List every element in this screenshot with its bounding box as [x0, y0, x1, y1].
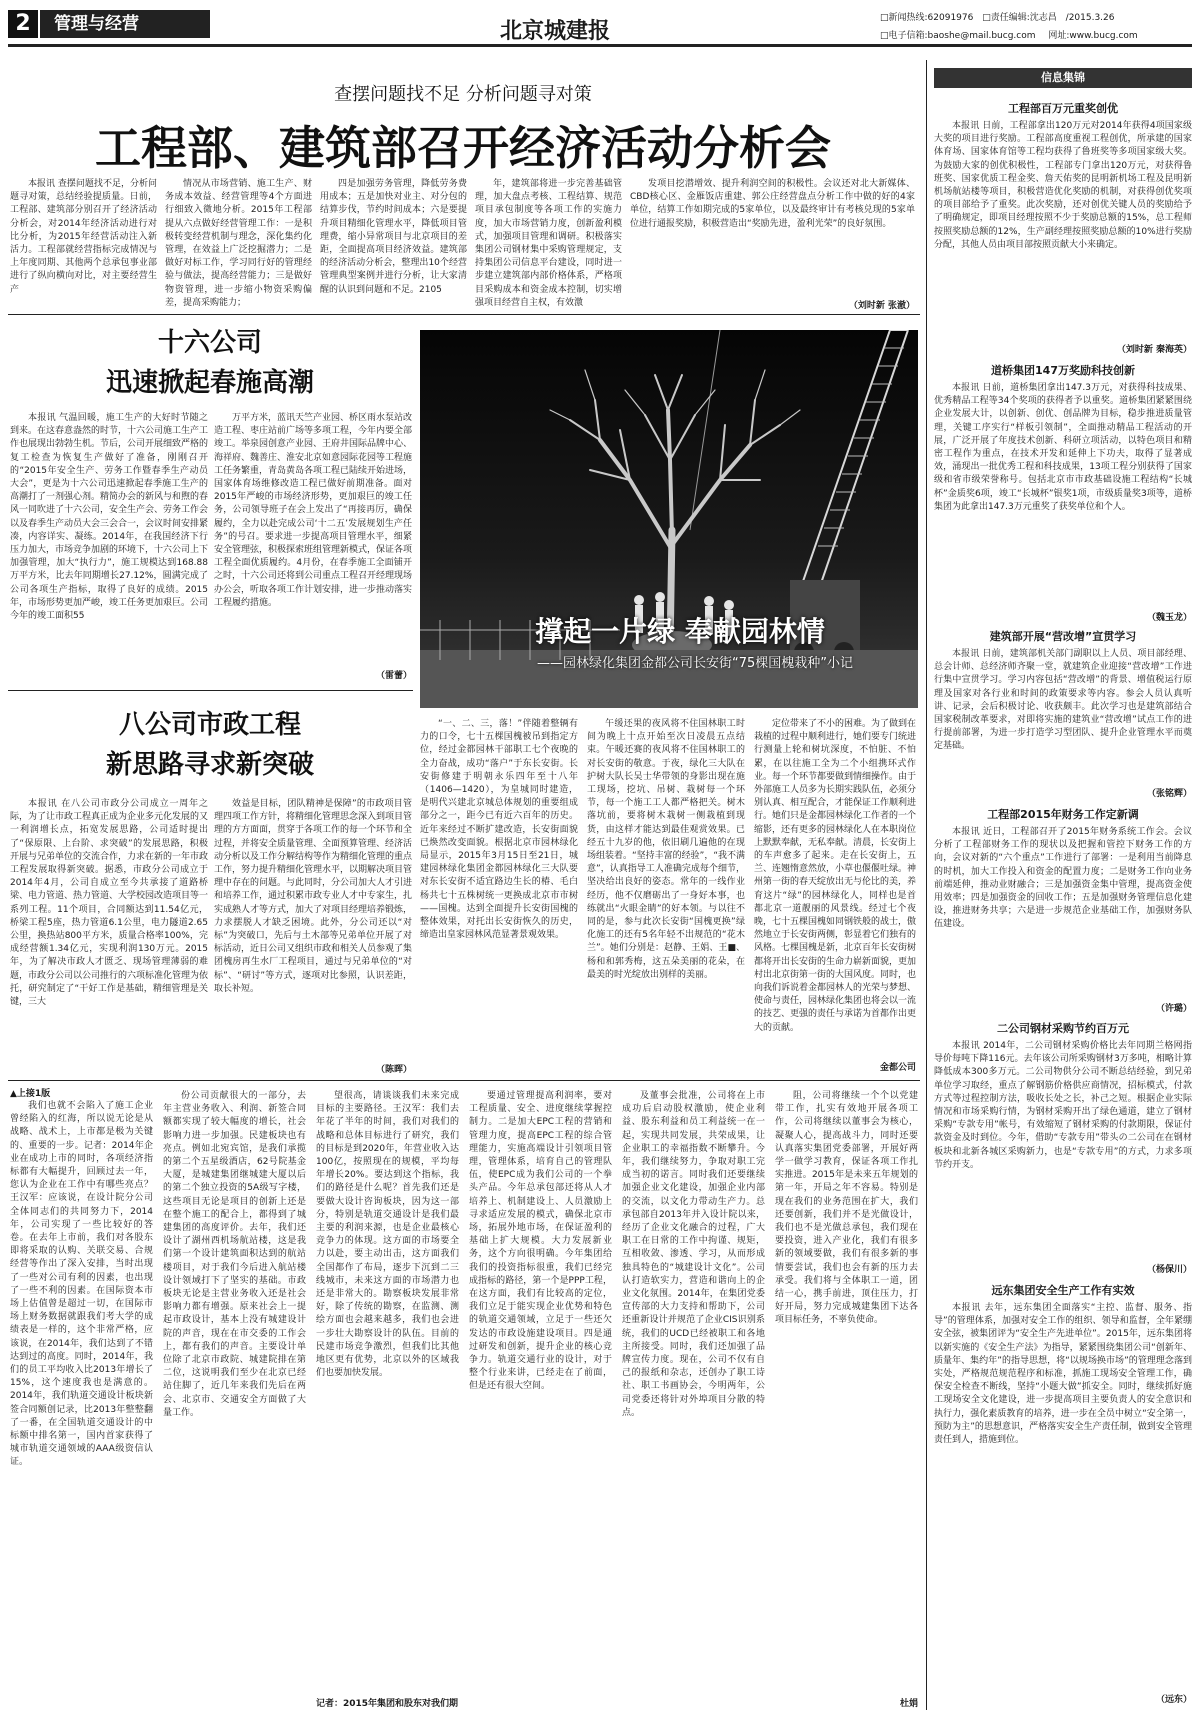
divider: [8, 690, 413, 691]
story16-headline-2: 迅速掀起春施高潮: [105, 368, 314, 398]
interview-col-4: 要通过管理提高利润率，要对工程质量、安全、进度继续掌握控制力。二是加大EPC工程的营销和管理力度，提高EPC工程的综合管理能力，实施高端设计引领项目管理，管理体系，培育自己的管理队伍，使EPC成为我们公司的一个拳头产品。今年总承包部还将从人才培养上、机制建设上、人员激励上寻求适应发展的模式，确保北京市场，拓展外地市场，在保证盈利的基础上扩大规模。大力发展新业务，这个方向很明确。今年集团给我们的投资指标很重，我们已经完成指标的路径，第一个是PPP工程，在这方面，我们有比较高的定位，我们立足于能实现企业优势和特色的轨道交通领域，立足于一些还欠发达的市政设施建设项目。四是通过研发和创新，提升企业的核心竞争力。轨道交通行业的设计，对于整个行业来讲，已经走在了前面，但是还有很大空间。: [469, 1091, 612, 1392]
continued-label: ▲上接1版: [10, 1089, 51, 1099]
brief-byline: （魏玉龙）: [1146, 613, 1192, 623]
story8-headline-1: 八公司市政工程: [118, 710, 301, 740]
brief-byline: （杨保川）: [1146, 1265, 1192, 1275]
story16-col-1: 本报讯 气温回暖，施工生产的大好时节随之到来。在这春意盎然的时节，十六公司施工生产工作也展现出勃勃生机。节后，公司开展细致严格的复工检查为恢复生产做好了准备，刚刚召开的“2015年安全生产、劳务工作暨春季生产动员大会”，更是为十六公司迅速掀起春季施工生产的高潮打了一剂强心剂。精简办会的新风与和煦的春风一同吹进了十六公司，安全生产会、劳务工作会以及春季生产动员大会三会合一，会议时间安排紧凑，内容详实、凝练。2014年，在我国经济下行压力加大，市场竞争加剧的环境下，十六公司上下加强管理，加大“执行力”，施工规模达到168.88万平方米，比去年同期增长27.12%，圆满完成了公司各项生产指标，取得了良好的成绩。2015年，市场形势更加严峻，竣工任务更加艰巨。公司今年的竣工面积55: [10, 413, 208, 622]
hotline: □新闻热线:62091976: [880, 13, 974, 23]
story8-col-2: 效益是目标，团队精神是保障”的市政项目管理四项工作方针，将精细化管理思念深入到项目管理的方方面面，贯穿于各项工作的每一个环节和全过程，并将安全质量管理、全面预算管理、经济活动分析以及工作分解结构等作为精细化管理的重点工作，努力提升精细化管理水平，以期解决项目管理中存在的问题。与此同时，分公司加大人才引进和培养工作，通过积累市政专业人才中专家生，扎实成熟人才等方式，加大了对项目经理培养锻炼，力求摆脱人才缺乏困境。此外，分公司还以“对标”为突破口，先后与土木部等兄弟单位开展了对标活动，近日公司又组织市政和相关人员参观了集团槐房再生水厂工程项目，通过与兄弟单位的“对标”、“研讨”等方式，逐项对比参照，认识差距，取长补短。: [214, 799, 412, 994]
brief-title: 工程部百万元重奖创优: [1008, 102, 1118, 115]
brief-text: 本报讯 2014年，二公司钢材采购价格比去年同期兰格网指导价每吨下降116元。去年该公司所采购钢材3万多吨，相略计算降低成本300多万元。二公司物供分公司不断总结经验，到兄弟单位学习取经，重点了解钢筋价格供应商情况，招标模式，付款方式等过程控制方法，吸收长处之长，补己之短。根据企业实际情况和市场采购行情，为钢材采购开出了绿色通道，建立了钢材采购“专款专用”帐号，有效缩短了钢材采购的付款期限，保证付款资金及时到位。今年，借助“专款专用”带头の二公司在在钢材板块和北新各城区采购新力，也是“专款专用”的方式，力求多项节约开支。: [934, 1041, 1192, 1170]
divider: [8, 1080, 920, 1081]
page-number: 2: [8, 10, 38, 38]
brief-byline: （张铭辉）: [1146, 789, 1192, 799]
story16-col-2: 万平方米，蓝讯天竺产业园、桥区雨水泵站改造工程、枣庄站前广场等多项工程，今年内要全部竣工。举泉园创意产业园、王府井国际品牌中心、海祥府、魏善庄、淮安北京如意园际花园等工程施工任务繁重，青岛黄岛各项工程已陆续开始进场，国家体育场维修改造工程已做好前期准备。面对2015年严峻的市场经济形势，更加艰巨的竣工任务，公司领导班子在会上发出了“再接再厉，确保履约，全力以赴完成公司‘十二五’发展规划生产任务”的号召。要求进一步提高项目管理水平，细紧安全管理弦，积极探索班组管理新模式，保证各项工程全面优质履约。4月份，在春季施工全面铺开之时，十六公司还将到公司重点工程召开经理现场办公会，听取各项工作计划安排，进一步推动落实工程履约措施。: [214, 413, 412, 608]
masthead-rule: [8, 44, 1192, 47]
editor: □责任编辑:沈志昌: [982, 13, 1057, 23]
email: □电子信箱:baoshe@mail.bucg.com: [880, 31, 1036, 41]
brief-title: 建筑部开展“营改增”宣贯学习: [989, 630, 1137, 643]
brief-byline: （刘时新 秦海英）: [1116, 345, 1192, 355]
brief-text: 本报讯 日前，道桥集团拿出147.3万元，对获得科技成果、优秀精品工程等34个奖项的获得者予以重奖。道桥集团紧紧围绕企业发展大计，以创新、创优、创品牌为目标，稳步推进质量管理，关键工序实行“样板引领制”，全面推动精品工程活动的开展，广泛开展了年度技术创新、科研立项活动，以特色项目和精密工程作为重点，在技术开发和延伸上下功夫，取得了显著成效，涌现出一批优秀工程和科技成果，13项工程分别获得了国家级和省市级荣誉称号。包括北京市市政基础设施工程结构“长城杯”金质奖6项，竣工“长城杯”银奖1项，市级质量奖3项等，道桥集团为此拿出147.3万元重奖了获奖单位和个人。: [934, 383, 1192, 512]
interview-col-3-tail: 记者：2015年集团和股东对我们期: [316, 1699, 459, 1709]
lead-kicker: 查摆问题找不足 分析问题寻对策: [334, 84, 592, 105]
brief-title: 道桥集团147万奖励科技创新: [991, 364, 1135, 377]
brief-1: [934, 94, 1192, 355]
brief-byline: （许璐）: [1155, 1004, 1192, 1014]
brief-title: 工程部2015年财务工作定新调: [987, 808, 1139, 821]
interview-byline: 杜娟: [899, 1699, 918, 1709]
photo-col-3: 定位带来了不小的困难。为了做到在栽植的过程中顺利进行，她们要专门统进行测量上轮和树坑深度，不怕脏、不怕累，在以往施工全为二个小组携环式作业。每一个环节都要做到情细操作。由于外部施工人员多为长期实践队伍，必须分别认真、相互配合，才能保证工作顺利进行。她们只是金都园林绿化工作者的一个缩影，还有更多的园林绿化人在本职岗位上默默奉献，无私奉献。清晨，长安街上的车声愈多了起来。走在长安街上，五兰、连翘惰意然放，小草也偃偃吐绿。神州第一街的春天绽放出无与伦比的美，养育这片“绿”的园林绿化人，同样也是首都北京一道靓丽的风景线。经过七个夜晚，七十五棵国槐如同钢铁般的战士，傲然地立于长安街两侧，彰显着它们独有的风格。七棵国槐是新，北京百年长安街树都将开出长安街的生命力崭新面貌，更加村出北京街第一街的大国风度。同时，也向我们诉说着金都园林人的光荣与梦想、使命与责任，园林绿化集团也将会以一流的技艺、更强的责任与承诺为首都作出更大的贡献。: [754, 719, 916, 1033]
brief-text: 本报讯 日前，工程部拿出120万元对2014年获得4项国家级大奖的项目进行奖励。工程部高度重视工程创优，所承建的国家体育场、国家体育馆等工程均获得了鲁班奖等多项国家级大奖。为鼓励大家的创优积极性，工程部专门拿出120万元，对获得鲁班奖、国家优质工程金奖、詹天佑奖的昆明新机场工程及昆明新机场航站楼等项目，积极营造优化奖励的机制，对获得创优奖项的项目部给予了重奖。此次奖励，还对创优关键人员的奖励给予了明确规定，即项目经理按照不少于奖励总额的15%，总工程师按照奖励总额的12%，生产副经理按照奖励总额的10%进行奖励分配，其他人员由项目部按照贡献大小来确定。: [934, 121, 1192, 250]
website: 网址:www.bucg.com: [1048, 31, 1138, 41]
story8-headline-2: 新思路寻求新突破: [105, 750, 314, 780]
brief-5: [934, 1014, 1192, 1275]
brief-title: 二公司钢材采购节约百万元: [997, 1022, 1129, 1035]
story16-byline: （雷蕾）: [375, 671, 412, 681]
section-name: 管理与经营: [40, 10, 210, 38]
brief-text: 本报讯 去年，远东集团全面落实“主控、监督、服务、指导”的管理体系，加强对安全工作的组织、领导和监督，全年紧绷安全弦，被集团评为“安全生产先进单位”。2015年，远东集团将以新实施的《安全生产法》为指导，紧紧围绕集团公司“创新年、质量年、集约年”的指导思想，将“以规场换市场”的管理理念落到实处，严格规范规范程序和标准，抓施工现场安全管理工作，确保安全检查不断线，坚持“小题大做”抓安全。同时，继续抓好施工现场安全文化建设，进一步提高项目主要负责人的安全意识和执行力，强化素质教育的培养，进一步在全员中树立“安全第一，预防为主”的思想意识，严格落实安全生产责任制，做到安全管理责任到人，措施到位。: [934, 1303, 1192, 1446]
sidebar-divider: [926, 60, 927, 1710]
interview-col-1: 我们也就不会陷入了施工企业曾经陷入的红海，所以说无论是从战略、战术上，上市都是极为关键的、重要的一步。记者：2014年企业在成功上市的同时，各项经济指标都有大幅提升，回顾过去一年，您认为企业在工作中有哪些亮点？王汉军：应该说，在设计院分公司全体同志们的共同努力下，2014年，公司实现了一些比较好的答卷。在去年上市前，我们对各股东即将采取的认购、关联交易、合规经营等作出了深入安排，当时出现了一些对公司有利的因素，也出现了一些不利的因素。在国际资本市场上估值曾是超过一切，在国际市场上财务数据就跟我们考大学的成绩表是一样的，这个非常严格，应该说，在2014年，我们达到了不错达到过的高度。同时，2014年，我们的员工平均收入比2013年增长了15%，这个速度我也是满意的。2014年，我们轨道交通设计板块新签合同额创记录，比2013年整整翻了一番，在全国轨道交通设计的中标额中排名第一，国内首家获得了城市轨道交通领域的AAA级资信认证。: [10, 1101, 153, 1468]
interview-col-2: 份公司贡献很大的一部分，去年主营业务收入、利润、新签合同额都实现了较大幅度的增长，社会影响力进一步加强。民建板块也有亮点。例如北宛宾馆，是我们承揽的第二个五星级酒店，62号院基金大厦，是城建集团继城建大厦以后的第二个独立投资的5A级写字楼，这些项目无论是项目的创新上还是在整个施工的配合上，都得到了城建集团的高度评价。去年，我们还设计了湖州西机场航站楼，这是我们第一个设计建筑面积达到的航站楼项目，对于我们今后进入航站楼设计领域打下了坚实的基础。市政板块无论是主营业务收入还是社会影响力都有增强。原来社会上一提起市政设计，基本上没有城建设计院的声音，现在在市交委的工作会上，都有我们的声音。主要设计单位除了北京市政院、城建院排在第二位，这说明我们至少在北京已经站住脚了，近几年来我们先后在两会、北京市、交通安全方面做了大量工作。: [163, 1091, 306, 1418]
brief-2: [934, 356, 1192, 623]
divider: [8, 314, 920, 315]
brief-text: 本报讯 近日，工程部召开了2015年财务系统工作会。会议分析了工程部财务工作的现状以及把握和管控下财务工作的方向，会议对新的“六个重点”工作进行了部署：一是利用当前降息的时机，加大工作投入和资金的配置力度；二是财务工作向业务前端延伸，推动业财融合；三是加强资金集中管理，提高资金使用效率；四是加强资金的回收工作；五是加强财务管理信息化建设，推进财务共享；六是进一步规范企业基础工作，加强财务队伍建设。: [934, 827, 1192, 930]
photo-col-2: 午缓还果的夜风将不住国林职工时间为晚上十点开始至次日凌晨五点结束。午暖还赛的夜风将不住国林职工的对长安街的敬意。于夜，绿化三大队在护树大队长吴士华带领的身影出现在施工现场，挖坑、吊树、栽树每一个环节，每一个施工工人都严格把关。树木落坑前，要将树木栽树一侧栽植到现货，由这样才能达到最佳观赏效果。已经五十九岁的他，依旧刷几遍他的在现场组装着。“坚持丰富的经验”，“我不满意”，认真指导工人准确完成每个细节，坚决给出良好的姿态。常年的一线作业经历，他不仅磨砺出了一身好本事，也练就出“火眼金睛”的好本领。与以往不同的是，参与此次长安街“国槐更换”绿化施工的还有5名年轻不出规范的“花木兰”。她们分别是：赵静、王娟、王■、杨和和郭秀梅，这五朵美丽的花朵，在最美的时光绽放出别样的美丽。: [587, 719, 745, 980]
interview-col-5: 及董事会批准，公司将在上市成功后启动股权激励，使企业利益、股东利益和员工利益统一在一起，实现共同发展，共荣成果，让企业职工的幸福指数不断攀升。今年，我们继续努力，争取对职工完成当初的诺言。同时我们还要继续加强企业文化建设，加强企业内部的交流，以文化力带动生产力。总承包部自2013年并入设计院以来，经历了企业文化融合的过程，广大职工在日常的工作中拘谨、规矩，互相收敛、渗透、学习，从而形成独具特色的“城建设计文化”。公司认打造软实力，营造和谐向上的企业文化氛围。2014年，在集团党委宣传部的大力支持和帮助下，公司还重新设计并规范了企业CIS识别系统，我们的UCD已经被职工和各地主所接受。同时，我们还加强了品牌宣传力度。现在，公司不仅有自己的报纸和杂志，还创办了职工诗社、职工书画协会，今明两年，公司党委还将针对外埠项目分散的特点。: [622, 1091, 765, 1418]
story16-headline-1: 十六公司: [157, 328, 262, 358]
photo-story-headline: 撑起一片绿 奉献园林情: [535, 615, 825, 648]
lead-col-2: 情况从市场营销、施工生产、财务成本效益、经营管理等4个方面进行细致入微地分析。2015年工程部提从六点做好经营管理工作：一是积极转变经营机制与理念，深化集约化管理，在效益上广泛挖掘潜力；二是做好对标工作，学习同行好的管理经验与做法，提高经营能力；三是做好物资管理，进一步缩小物资采购偏差，提高采购能力；: [165, 179, 312, 308]
sidebar-header: 信息集锦: [934, 68, 1192, 88]
photo-story-subhead: ——园林绿化集团金都公司长安街“75棵国槐栽种”小记: [536, 656, 853, 671]
lead-byline: （刘时新 张澈）: [848, 301, 915, 311]
brief-text: 本报讯 日前，建筑部机关部门副职以上人员、项目部经理、总会计师、总经济师齐聚一堂，就建筑企业迎接“营改增”工作进行集中宣贯学习。学习内容包括“营改增”的背景、增值税运行原理及国家对各行业和时间的政策要求等内容。参会人员认真听讲、记录，会后积极讨论、收获颇丰。此次学习也是建筑部结合国家税制改革要求，对即将实施的建筑业“营改增”试点工作的进行提前部署，为进一步打造学习型团队、提升企业管理水平而奠定基础。: [934, 649, 1192, 752]
interview-col-6: 阻，公司将继续一个个以党建带工作，扎实有效地开展各项工作，公司将继续以董事会为核心，凝聚人心，提高战斗力，同时还要认真落实集团党委部署，开展好两学一做学习教育，保证各项工作扎实推进。2015年是未来五年规划的第一年，开局之年不容易。特别是现在我们的业务范围在扩大，我们还要创新，我们并不是光做设计，我们也不是光做总承包，我们现在要投资，进入产业化，我们有很多新的领域要做，我们有很多新的事情要尝试，我们也会有新的压力去承受。我们将与全体职工一道，团结一心，携手前进，顶住压力，打好开局，努力完成城建集团下达各项目标任务，不辜负使命。: [775, 1091, 918, 1326]
story8-byline: （陈晖）: [375, 1065, 412, 1075]
lead-col-1: 本报讯 查摆问题找不足，分析问题寻对策，总结经验提质量。日前，工程部、建筑部分别召开了经济活动分析会，对2014年经济活动进行对比分析，为2015年经营活动注入新活力。工程部就经营指标完成情况与上年度同期、其他两个总承包事业部进行了纵向横向对比，对主要经营生产: [10, 179, 157, 295]
tree-planting-photo: [420, 330, 918, 708]
brief-byline: （远东）: [1155, 1695, 1192, 1705]
issue-date: /2015.3.26: [1065, 13, 1115, 23]
interview-col-3: 望很高，请谈谈我们未来完成目标的主要路径。王汉军：我们去年花了半年的时间，我们对我们的战略和总体目标进行了研究，我们的目标是到2020年，年营业收入达100亿，按照现在的规模，平均每年增长20%。要达到这个指标，我们的路径是什么呢？首先我们还是要做大设计咨询板块，因为这一部分，特别是轨道交通设计是我们最主要的利润来源，也是企业最核心竞争力的体现。这方面的市场要全力以赴，要主动出击，这方面我们全国都作了布局，逐步下沉到二三线城市，未来这方面的市场潜力也还是非常大的。勘察板块发展非常好，除了传统的勘察，在监测、测绘方面也会越来越多，我们也会进一步壮大勘察设计的队伍。目前的民建市场竞争激烈，但我们比其他地区更有优势，北京以外的区域我们也要加快发展。: [316, 1091, 459, 1379]
story8-col-1: 本报讯 在八公司市政分公司成立一周年之际，为了让市政工程真正成为企业多元化发展的又一利润增长点，拓宽发展思路，公司适时提出了“保原限、上台阶、求突破”的发展思路，积极开展与兄弟单位的交流合作，力求在新的一年市政工程发展取得新突破。据悉，市政分公司成立于2014年4月，公司自成立至今共承接了道路桥梁、电力管道、热力管道、大学校园改造项目等一系列工程。11个项目，合同额达到11.54亿元，桥梁工程5座，热力管道6.1公里，电力隧道2.65公里，换热站800平方米，质量合格率100%，完成经营额1.34亿元，实现利润130万元。2015年，为了解决市政人才匮乏、现场管理薄弱的难题，市政分公司以公司推行的六项标准化管理为依托，研究制定了“干好工作是基础，精细管理是关键，三大: [10, 799, 208, 1008]
lead-col-4: 年，建筑部将进一步完善基础管理，加大盘点考核、工程结算、规范项目承包制度等各项工作的实施力度，加大市场营销力度，创新盈利模式，加强项目管理和调研。积极落实集团公司钢材集中采购管理规定，支持集团公司信息平台建设，同时进一步建立建筑部内部价格体系，严格项目采购成本和资金成本控制，切实增强项目经营自主权，有效激: [475, 179, 622, 308]
lead-col-5: 发项目挖潜增效、提升利润空间的积极性。会议还对北大新媒体、CBD核心区、金雁饭店重建、郭公庄经营盘点分析工作中做的好的4家单位，结算工作如期完成的5家单位，以及最终审计有考核兑现的5家单位进行通报奖励，积极营造出“奖励先进，盈利光荣”的良好氛围。: [630, 179, 915, 229]
paper-name: 北京城建报: [500, 18, 611, 44]
brief-title: 远东集团安全生产工作有实效: [991, 1284, 1135, 1297]
brief-3: [934, 622, 1192, 799]
brief-6: [934, 1276, 1192, 1705]
lead-headline: 工程部、建筑部召开经济活动分析会: [95, 121, 831, 175]
brief-4: [934, 800, 1192, 1014]
photo-col-1: “一、二、三，落！”伴随着整辆有力的口令，七十五棵国槐被吊到指定方位，经过金都园林干部职工七个夜晚的全力奋战，成功“落户”于东长安街。长安街修建于明朝永乐四年至十八年（1406—1420），为皇城同时建造，是明代兴建北京城总体规划的重要组成部分之一，距今已有近六百年的历史。近年来经过不断扩建改造，长安街面貌已焕然改变面貌。根据北京市园林绿化局显示，2015年3月15日至21日，城建园林绿化集团金都园林绿化三大队要对东长安街不适宜路边生长的椿、毛白杨共七十五株树统一更换成北京市市树——国槐。达到全面提升长安街国槐的整体效果，对托出长安街恢久的历史，缔造出皇家园林风范显著景观效果。: [420, 719, 578, 941]
lead-col-3: 四是加强劳务管理，降低劳务费用成本；五是加快对业主、对分包的结算步伐，节约时间成本；六是要提升项目精细化管理水平，降低项目管理费，缩小异常项目与北京项目的差距，全面提高项目经济效益。建筑部的经济活动分析会，整理出10个经营管理典型案例并进行分析，让大家清醒的认识到问题和不足。2105: [320, 179, 467, 295]
photo-byline: 金都公司: [879, 1063, 916, 1073]
